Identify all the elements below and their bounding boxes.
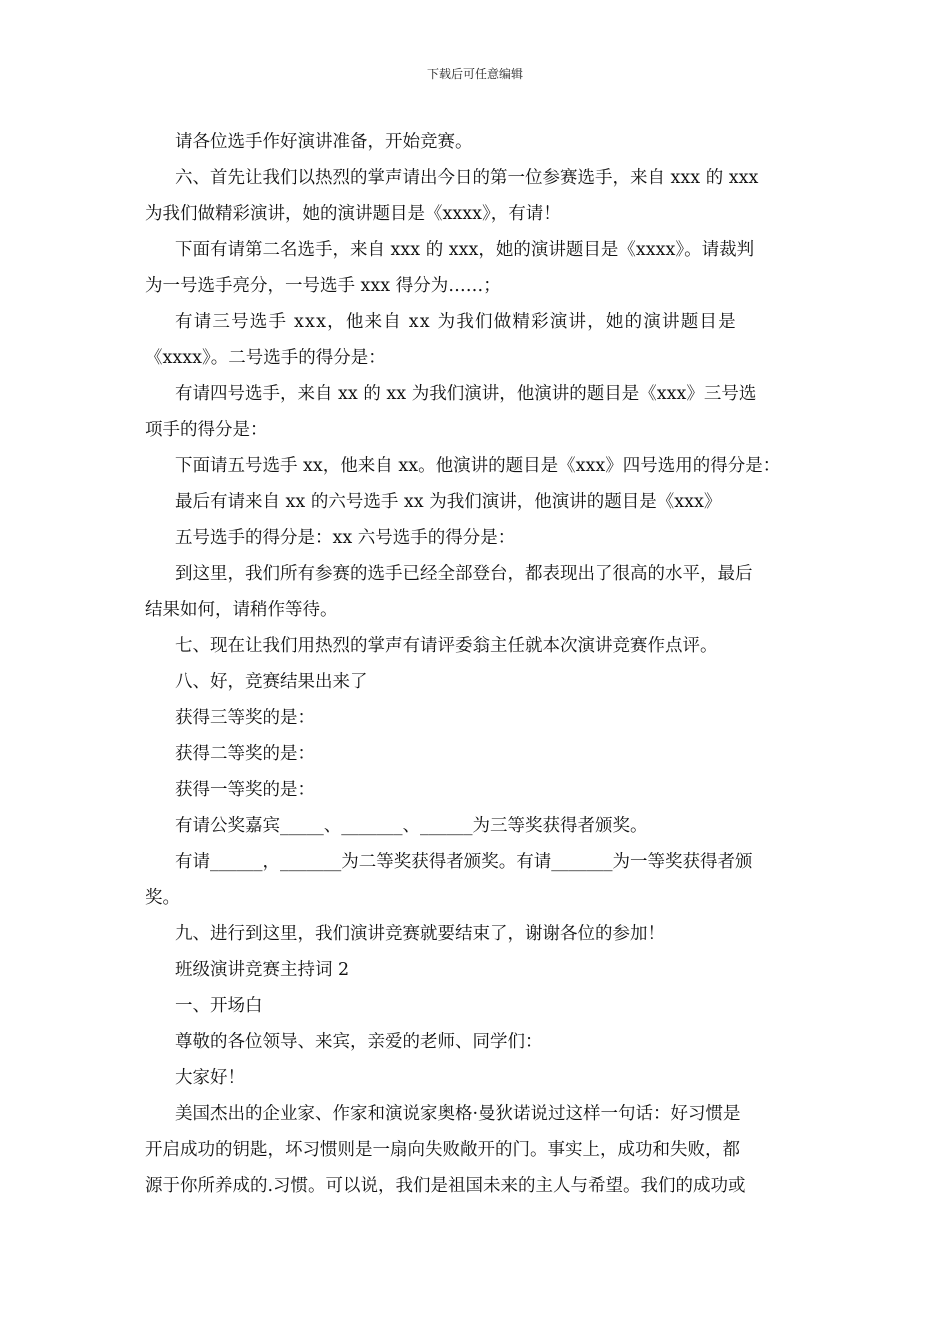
text-line: 为我们做精彩演讲，她的演讲题目是《xxxx》，有请！ xyxy=(145,204,561,224)
text-line: 大家好！ xyxy=(175,1068,245,1088)
paragraph xyxy=(145,556,809,628)
text-line: 有请四号选手，来自 xx 的 xx 为我们演讲，他演讲的题目是《xxx》三号选 xyxy=(175,384,757,404)
text-line: 最后有请来自 xx 的六号选手 xx 为我们演讲，他演讲的题目是《xxx》 xyxy=(175,492,722,512)
subsection-title xyxy=(145,988,809,1024)
paragraph xyxy=(145,772,809,808)
paragraph xyxy=(145,232,809,304)
paragraph xyxy=(145,844,809,916)
text-line: 请各位选手作好演讲准备，开始竞赛。 xyxy=(175,132,473,152)
paragraph xyxy=(145,808,809,844)
paragraph xyxy=(145,124,809,160)
text-line: 一、开场白 xyxy=(175,996,263,1016)
text-line: 下面有请第二名选手，来自 xxx 的 xxx，她的演讲题目是《xxxx》。请裁判 xyxy=(175,240,755,260)
text-line: 下面请五号选手 xx，他来自 xx。他演讲的题目是《xxx》四号选用的得分是： xyxy=(175,456,781,476)
document-body xyxy=(145,124,809,1204)
paragraph xyxy=(145,1096,809,1204)
text-line: 奖。 xyxy=(145,888,180,908)
paragraph xyxy=(145,736,809,772)
text-line: 结果如何，请稍作等待。 xyxy=(145,600,338,620)
text-line: 为一号选手亮分，一号选手 xxx 得分为……； xyxy=(145,276,501,296)
paragraph xyxy=(145,376,809,448)
page-header: 下载后可任意编辑 xyxy=(426,67,523,81)
paragraph xyxy=(145,160,809,232)
text-line: 获得二等奖的是： xyxy=(175,744,315,764)
text-line: 八、好，竞赛结果出来了 xyxy=(175,672,368,692)
text-line: 获得三等奖的是： xyxy=(175,708,315,728)
paragraph xyxy=(145,700,809,736)
paragraph xyxy=(145,628,809,664)
text-line: 五号选手的得分是：xx 六号选手的得分是： xyxy=(175,528,516,548)
paragraph xyxy=(145,520,809,556)
text-line: 尊敬的各位领导、来宾，亲爱的老师、同学们： xyxy=(175,1032,543,1052)
paragraph xyxy=(145,916,809,952)
text-line: 班级演讲竞赛主持词 2 xyxy=(175,960,350,980)
text-line: 有请公奖嘉宾_____、_______、______为三等奖获得者颁奖。 xyxy=(175,816,648,836)
paragraph xyxy=(145,664,809,700)
text-line: 开启成功的钥匙，坏习惯则是一扇向失败敞开的门。事实上，成功和失败，都 xyxy=(145,1140,740,1160)
text-line: 源于你所养成的.习惯。可以说，我们是祖国未来的主人与希望。我们的成功或 xyxy=(145,1176,746,1196)
text-line: 七、现在让我们用热烈的掌声有请评委翁主任就本次演讲竞赛作点评。 xyxy=(175,636,718,656)
text-line: 获得一等奖的是： xyxy=(175,780,315,800)
text-line: 九、进行到这里，我们演讲竞赛就要结束了，谢谢各位的参加！ xyxy=(175,924,665,944)
text-line: 到这里，我们所有参赛的选手已经全部登台，都表现出了很高的水平，最后 xyxy=(175,564,753,584)
text-line: 美国杰出的企业家、作家和演说家奥格·曼狄诺说过这样一句话：好习惯是 xyxy=(175,1104,741,1124)
text-line: 六、首先让我们以热烈的掌声请出今日的第一位参赛选手，来自 xxx 的 xxx xyxy=(175,168,759,188)
paragraph xyxy=(145,448,809,484)
paragraph xyxy=(145,484,809,520)
text-line: 有请三号选手 xxx，他来自 xx 为我们做精彩演讲，她的演讲题目是 xyxy=(175,312,737,332)
text-line: 项手的得分是： xyxy=(145,420,268,440)
text-line: 《xxxx》。二号选手的得分是： xyxy=(145,348,386,368)
paragraph xyxy=(145,1024,809,1060)
paragraph xyxy=(145,304,809,376)
paragraph xyxy=(145,1060,809,1096)
text-line: 有请______，_______为二等奖获得者颁奖。有请_______为一等奖获得者颁 xyxy=(175,852,753,872)
section-title xyxy=(145,952,809,988)
